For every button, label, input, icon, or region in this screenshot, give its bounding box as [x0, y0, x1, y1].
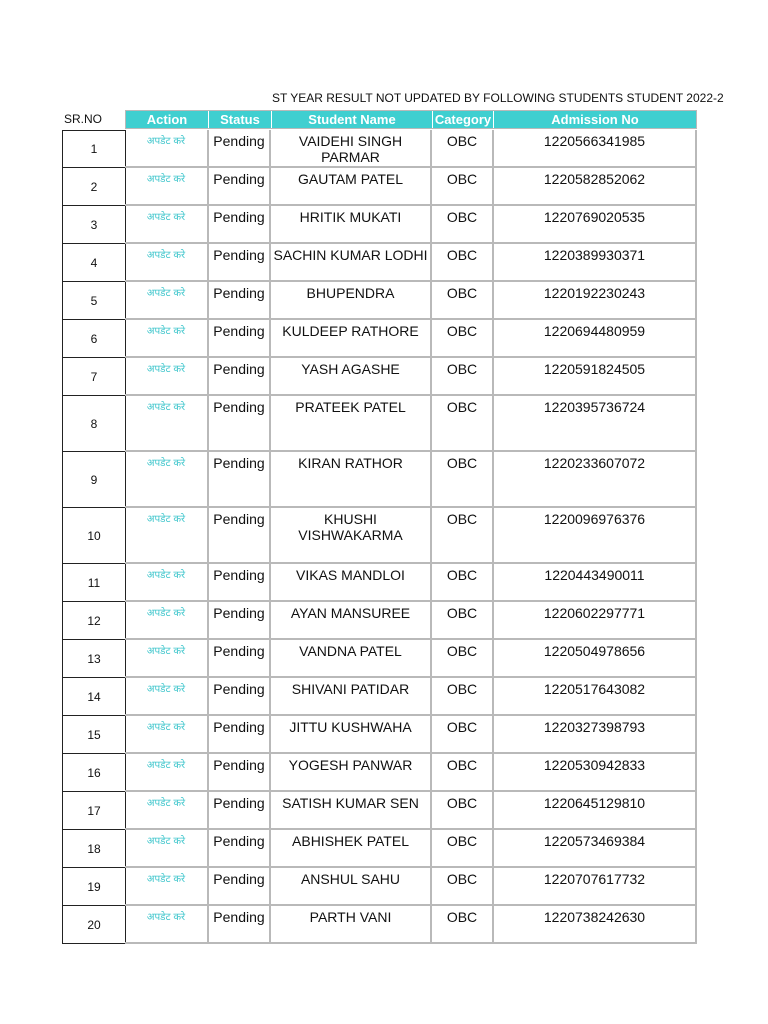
- status-cell: Pending: [209, 640, 271, 678]
- table-row: [0, 508, 768, 564]
- sr-no-cell: 3: [62, 206, 126, 244]
- sr-no-cell: 10: [62, 508, 126, 564]
- admission-no-cell: 1220395736724: [494, 396, 697, 452]
- update-action-link[interactable]: अपडेट करे: [125, 206, 209, 244]
- update-action-link[interactable]: अपडेट करे: [125, 716, 209, 754]
- sr-no-cell: 6: [62, 320, 126, 358]
- column-header-student-name: Student Name: [272, 111, 433, 128]
- admission-no-cell: 1220327398793: [494, 716, 697, 754]
- update-action-link[interactable]: अपडेट करे: [125, 602, 209, 640]
- table-row: [0, 244, 768, 282]
- status-cell: Pending: [209, 282, 271, 320]
- update-action-link[interactable]: अपडेट करे: [125, 244, 209, 282]
- sr-no-cell: 1: [62, 130, 126, 168]
- update-action-link[interactable]: अपडेट करे: [125, 640, 209, 678]
- admission-no-cell: 1220566341985: [494, 130, 697, 168]
- status-cell: Pending: [209, 508, 271, 564]
- admission-no-cell: 1220573469384: [494, 830, 697, 868]
- sr-no-cell: 8: [62, 396, 126, 452]
- category-cell: OBC: [432, 564, 494, 602]
- admission-no-cell: 1220517643082: [494, 678, 697, 716]
- admission-no-cell: 1220707617732: [494, 868, 697, 906]
- update-action-link[interactable]: अपडेट करे: [125, 792, 209, 830]
- student-name-cell: KULDEEP RATHORE: [271, 320, 432, 358]
- admission-no-cell: 1220530942833: [494, 754, 697, 792]
- student-name-cell: ABHISHEK PATEL: [271, 830, 432, 868]
- category-cell: OBC: [432, 830, 494, 868]
- status-cell: Pending: [209, 906, 271, 944]
- admission-no-cell: 1220694480959: [494, 320, 697, 358]
- update-action-link[interactable]: अपडेट करे: [125, 130, 209, 168]
- column-header-admission-no: Admission No: [551, 112, 639, 127]
- admission-no-cell: 1220096976376: [494, 508, 697, 564]
- student-name-cell: KIRAN RATHOR: [271, 452, 432, 508]
- category-cell: OBC: [432, 602, 494, 640]
- sr-no-cell: 2: [62, 168, 126, 206]
- table-row: [0, 792, 768, 830]
- update-action-link[interactable]: अपडेट करे: [125, 358, 209, 396]
- sr-no-cell: 18: [62, 830, 126, 868]
- table-header: [125, 110, 697, 129]
- status-cell: Pending: [209, 564, 271, 602]
- update-action-link[interactable]: अपडेट करे: [125, 168, 209, 206]
- status-cell: Pending: [209, 830, 271, 868]
- status-cell: Pending: [209, 868, 271, 906]
- student-name-cell: JITTU KUSHWAHA: [271, 716, 432, 754]
- admission-no-cell: 1220389930371: [494, 244, 697, 282]
- sr-no-cell: 13: [62, 640, 126, 678]
- student-name-cell: VIKAS MANDLOI: [271, 564, 432, 602]
- update-action-link[interactable]: अपडेट करे: [125, 320, 209, 358]
- status-cell: Pending: [209, 358, 271, 396]
- sr-no-cell: 16: [62, 754, 126, 792]
- table-row: [0, 868, 768, 906]
- admission-no-cell: 1220233607072: [494, 452, 697, 508]
- table-row: [0, 130, 768, 168]
- sr-no-cell: 17: [62, 792, 126, 830]
- update-action-link[interactable]: अपडेट करे: [125, 754, 209, 792]
- status-cell: Pending: [209, 206, 271, 244]
- update-action-link[interactable]: अपडेट करे: [125, 282, 209, 320]
- student-name-cell: KHUSHI VISHWAKARMA: [271, 508, 432, 564]
- category-cell: OBC: [432, 244, 494, 282]
- status-cell: Pending: [209, 754, 271, 792]
- update-action-link[interactable]: अपडेट करे: [125, 564, 209, 602]
- status-cell: Pending: [209, 602, 271, 640]
- sr-no-cell: 4: [62, 244, 126, 282]
- category-cell: OBC: [432, 906, 494, 944]
- student-name-cell: HRITIK MUKATI: [271, 206, 432, 244]
- student-name-cell: AYAN MANSUREE: [271, 602, 432, 640]
- update-action-link[interactable]: अपडेट करे: [125, 868, 209, 906]
- table-row: [0, 754, 768, 792]
- sr-no-cell: 5: [62, 282, 126, 320]
- admission-no-cell: 1220591824505: [494, 358, 697, 396]
- admission-no-cell: 1220504978656: [494, 640, 697, 678]
- category-cell: OBC: [432, 206, 494, 244]
- page-title: ST YEAR RESULT NOT UPDATED BY FOLLOWING STUDENTS STUDENT 2022-2: [272, 91, 724, 105]
- update-action-link[interactable]: अपडेट करे: [125, 452, 209, 508]
- admission-no-cell: 1220738242630: [494, 906, 697, 944]
- admission-no-cell: 1220645129810: [494, 792, 697, 830]
- column-header-action: Action: [126, 111, 209, 128]
- sr-no-cell: 7: [62, 358, 126, 396]
- status-cell: Pending: [209, 716, 271, 754]
- table-row: [0, 830, 768, 868]
- student-name-cell: PRATEEK PATEL: [271, 396, 432, 452]
- student-name-cell: YASH AGASHE: [271, 358, 432, 396]
- student-name-cell: SACHIN KUMAR LODHI: [271, 244, 432, 282]
- category-cell: OBC: [432, 358, 494, 396]
- category-cell: OBC: [432, 452, 494, 508]
- update-action-link[interactable]: अपडेट करे: [125, 508, 209, 564]
- category-cell: OBC: [432, 640, 494, 678]
- table-row: [0, 564, 768, 602]
- category-cell: OBC: [432, 868, 494, 906]
- sr-no-cell: 15: [62, 716, 126, 754]
- table-row: [0, 716, 768, 754]
- table-row: [0, 906, 768, 944]
- update-action-link[interactable]: अपडेट करे: [125, 678, 209, 716]
- table-row: [0, 358, 768, 396]
- column-header-category: Category: [433, 111, 494, 128]
- sr-no-cell: 14: [62, 678, 126, 716]
- admission-no-cell: 1220192230243: [494, 282, 697, 320]
- student-name-cell: PARTH VANI: [271, 906, 432, 944]
- student-name-cell: ANSHUL SAHU: [271, 868, 432, 906]
- table-row: [0, 602, 768, 640]
- admission-no-cell: 1220582852062: [494, 168, 697, 206]
- table-row: [0, 396, 768, 452]
- category-cell: OBC: [432, 508, 494, 564]
- student-name-cell: SHIVANI PATIDAR: [271, 678, 432, 716]
- status-cell: Pending: [209, 452, 271, 508]
- table-row: [0, 678, 768, 716]
- student-name-cell: SATISH KUMAR SEN: [271, 792, 432, 830]
- table-row: [0, 206, 768, 244]
- column-header-status: Status: [209, 111, 272, 128]
- sr-no-cell: 9: [62, 452, 126, 508]
- table-row: [0, 320, 768, 358]
- update-action-link[interactable]: अपडेट करे: [125, 396, 209, 452]
- status-cell: Pending: [209, 792, 271, 830]
- student-name-cell: VAIDEHI SINGH PARMAR: [271, 130, 432, 168]
- admission-no-cell: 1220769020535: [494, 206, 697, 244]
- table-row: [0, 168, 768, 206]
- status-cell: Pending: [209, 678, 271, 716]
- category-cell: OBC: [432, 396, 494, 452]
- update-action-link[interactable]: अपडेट करे: [125, 906, 209, 944]
- status-cell: Pending: [209, 396, 271, 452]
- category-cell: OBC: [432, 792, 494, 830]
- category-cell: OBC: [432, 320, 494, 358]
- student-name-cell: YOGESH PANWAR: [271, 754, 432, 792]
- status-cell: Pending: [209, 244, 271, 282]
- sr-no-header: SR.NO: [64, 112, 103, 126]
- category-cell: OBC: [432, 716, 494, 754]
- admission-no-cell: 1220443490011: [494, 564, 697, 602]
- admission-no-cell: 1220602297771: [494, 602, 697, 640]
- category-cell: OBC: [432, 678, 494, 716]
- sr-no-cell: 11: [62, 564, 126, 602]
- category-cell: OBC: [432, 130, 494, 168]
- student-name-cell: GAUTAM PATEL: [271, 168, 432, 206]
- sr-no-cell: 19: [62, 868, 126, 906]
- update-action-link[interactable]: अपडेट करे: [125, 830, 209, 868]
- student-name-cell: VANDNA PATEL: [271, 640, 432, 678]
- category-cell: OBC: [432, 168, 494, 206]
- table-row: [0, 640, 768, 678]
- sr-no-cell: 20: [62, 906, 126, 944]
- table-row: [0, 452, 768, 508]
- status-cell: Pending: [209, 168, 271, 206]
- category-cell: OBC: [432, 282, 494, 320]
- sr-no-cell: 12: [62, 602, 126, 640]
- table-row: [0, 282, 768, 320]
- student-name-cell: BHUPENDRA: [271, 282, 432, 320]
- status-cell: Pending: [209, 130, 271, 168]
- status-cell: Pending: [209, 320, 271, 358]
- category-cell: OBC: [432, 754, 494, 792]
